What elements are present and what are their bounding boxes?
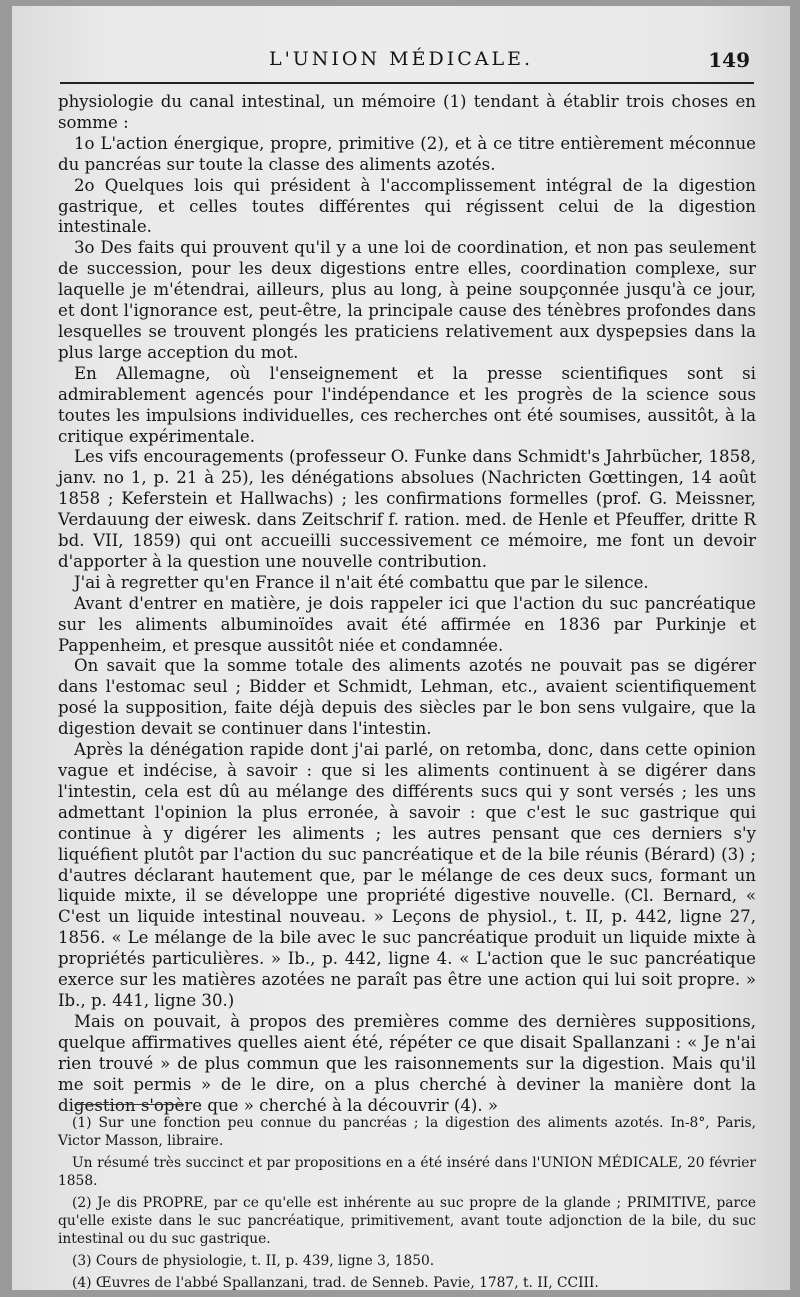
paragraph: 3o Des faits qui prouvent qu'il y a une loi de coordination, et non pas seulement de succession, pour les deux digestions entre elles, coordination complexe, sur laquelle je m'étendrai, ailleurs, plus au long, à peine soupçonnée jusqu'à ce jour, et dont l'ignorance est, peut-être, la principale cause des ténèbres profondes dans lesquelles se trouvent plongés les praticiens relativement aux dyspepsies dans la plus large acception du mot.: [58, 238, 756, 362]
footnotes: [58, 1114, 756, 1296]
footnote: (1) Sur une fonction peu connue du pancréas ; la digestion des aliments azotés. In-8°, Paris, Victor Masson, libraire.: [58, 1115, 756, 1149]
footnote: Un résumé très succinct et par propositions en a été inséré dans l'UNION MÉDICALE, 20 février 1858.: [58, 1155, 756, 1189]
header-rule: [60, 82, 754, 84]
footnote: (2) Je dis PROPRE, par ce qu'elle est inhérente au suc propre de la glande ; PRIMITIVE, parce qu'elle existe dans le suc pancréatique, primitivement, avant toute adjonction de la bile, du suc intestinal ou du suc gastrique.: [58, 1195, 756, 1247]
paragraph: J'ai à regretter qu'en France il n'ait été combattu que par le silence.: [74, 572, 649, 592]
paragraph: Les vifs encouragements (professeur O. Funke dans Schmidt's Jahrbücher, 1858, janv. no 1, p. 21 à 25), les dénégations absolues (Nachricten Gœttingen, 14 août 1858 ; Keferstein et Hallwachs) ; les confirmations formelles (prof. G. Meissner, Verdauung der eiwesk. dans Zeitschrif f. ration. med. de Henle et Pfeuffer, dritte R bd. VII, 1859) qui ont accueilli successivement ce mémoire, me font un devoir d'apporter à la question une nouvelle contribution.: [58, 447, 756, 571]
footnote: (4) Œuvres de l'abbé Spallanzani, trad. de Senneb. Pavie, 1787, t. II, CCIII.: [72, 1275, 599, 1291]
footnote-rule: [74, 1104, 184, 1105]
paragraph: Mais on pouvait, à propos des premières comme des dernières suppositions, quelque affirmatives quelles aient été, répéter ce que disait Spallanzani : « Je n'ai rien trouvé » de plus commun que les raisonnements sur la digestion. Mais qu'il me soit permis » de le dire, on a plus cherché à deviner la manière dont la digestion s'opère que » cherché à la découvrir (4). »: [58, 1011, 756, 1115]
page-number: 149: [708, 48, 750, 72]
footnote: (3) Cours de physiologie, t. II, p. 439, ligne 3, 1850.: [72, 1253, 435, 1269]
page-header: [12, 42, 790, 74]
body-text: [58, 92, 756, 1116]
paragraph: En Allemagne, où l'enseignement et la presse scientifiques sont si admirablement agencés pour l'indépendance et les progrès de la science sous toutes les impulsions individuelles, ces recherches ont été soumises, aussitôt, à la critique expérimentale.: [58, 363, 756, 446]
paragraph: 1o L'action énergique, propre, primitive (2), et à ce titre entièrement méconnue du pancréas sur toute la classe des aliments azotés.: [58, 133, 756, 174]
running-title: L'UNION MÉDICALE.: [268, 48, 534, 70]
paragraph: 2o Quelques lois qui président à l'accomplissement intégral de la digestion gastrique, et celles toutes différentes qui régissent celui de la digestion intestinale.: [58, 175, 756, 237]
paragraph: physiologie du canal intestinal, un mémoire (1) tendant à établir trois choses en somme :: [58, 92, 756, 132]
book-page: [12, 6, 790, 1290]
paragraph: On savait que la somme totale des aliments azotés ne pouvait pas se digérer dans l'estomac seul ; Bidder et Schmidt, Lehman, etc., avaient scientifiquement posé la supposition, faite déjà depuis des siècles par le bon sens vulgaire, que la digestion devait se continuer dans l'intestin.: [58, 656, 756, 739]
paragraph: Avant d'entrer en matière, je dois rappeler ici que l'action du suc pancréatique sur les aliments albuminoïdes avait été affirmée en 1836 par Purkinje et Pappenheim, et presque aussitôt niée et condamnée.: [58, 593, 756, 655]
paragraph: Après la dénégation rapide dont j'ai parlé, on retomba, donc, dans cette opinion vague et indécise, à savoir : que si les aliments continuent à se digérer dans l'intestin, cela est dû au mélange des différents sucs qui y sont versés ; les uns admettant l'opinion la plus erronée, à savoir : que c'est le suc gastrique qui continue à y digérer les aliments ; les autres pensant que ces derniers s'y liquéfient plutôt par l'action du suc pancréatique et de la bile réunis (Bérard) (3) ; d'autres déclarant hautement que, par le mélange de ces deux sucs, formant un liquide mixte, il se développe une propriété digestive nouvelle. (Cl. Bernard, « C'est un liquide intestinal nouveau. » Leçons de physiol., t. II, p. 442, ligne 27, 1856. « Le mélange de la bile avec le suc pancréatique produit un liquide mixte à propriétés particulières. » Ib., p. 442, ligne 4. « L'action que le suc pancréatique exerce sur les matières azotées ne paraît pas être une action qui lui soit propre. » Ib., p. 441, ligne 30.): [58, 740, 756, 1010]
